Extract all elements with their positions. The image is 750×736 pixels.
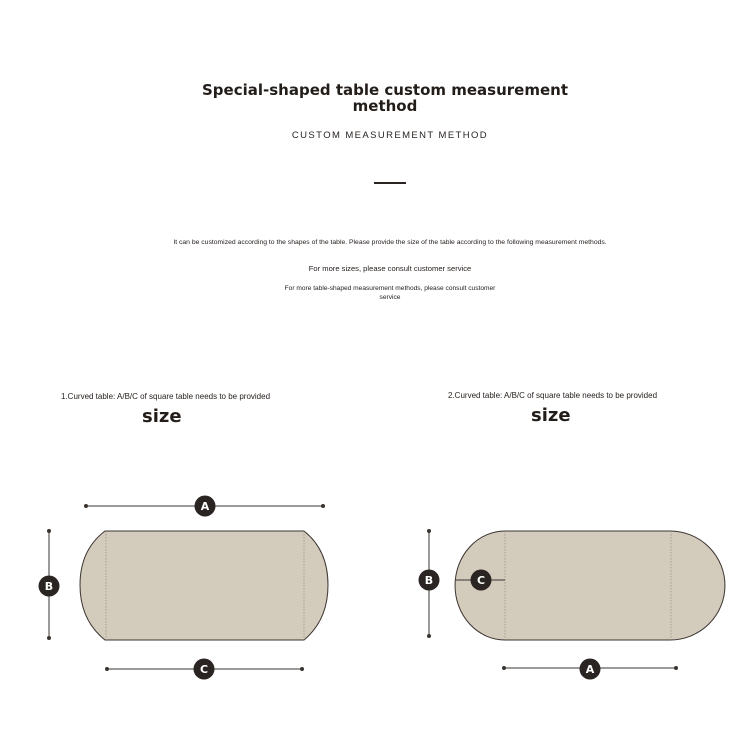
page-title: Special-shaped table custom measurement method: [202, 81, 568, 115]
diagram-1-dimension-b-end-top: [47, 529, 51, 533]
diagram-1: [39, 496, 329, 680]
diagram-1-dimension-b-end-bottom: [47, 636, 51, 640]
diagram-2: [419, 529, 725, 680]
diagram-2-caption: 2.Curved table: A/B/C of square table needs to be provided: [448, 391, 658, 400]
diagram-1-dimension-a-end-right: [321, 504, 325, 508]
description-line-2: For more sizes, please consult customer service: [308, 264, 472, 273]
diagram-1-size-word: size: [142, 406, 182, 427]
diagram-2-dimension-a-end-right: [674, 666, 678, 670]
diagram-2-table-shape: [455, 531, 725, 640]
diagram-1-dimension-c-end-left: [105, 667, 109, 671]
diagram-2-dimension-b-end-top: [427, 529, 431, 533]
diagram-2-badge-c-label: C: [476, 574, 486, 587]
description-line-1: It can be customized according to the shapes of the table. Please provide the size of the table according to the following measurement methods.: [173, 239, 607, 246]
diagram-1-table-shape: [80, 531, 328, 640]
diagram-1-dimension-c-end-right: [300, 667, 304, 671]
diagram-2-badge-b-label: B: [424, 574, 434, 587]
diagram-2-dimension-b-end-bottom: [427, 634, 431, 638]
page-subtitle: CUSTOM MEASUREMENT METHOD: [291, 130, 489, 141]
diagram-2-dimension-a-end-left: [502, 666, 506, 670]
diagram-1-badge-a-label: A: [200, 500, 210, 513]
diagram-1-badge-b-label: B: [44, 580, 54, 593]
diagram-2-size-word: size: [531, 405, 571, 426]
diagram-1-dimension-a-end-left: [84, 504, 88, 508]
diagram-1-caption: 1.Curved table: A/B/C of square table needs to be provided: [61, 392, 271, 401]
diagram-1-badge-c-label: C: [199, 663, 209, 676]
description-line-3: For more table-shaped measurement methods, please consult customer service: [284, 285, 496, 301]
diagram-2-badge-a-label: A: [585, 663, 595, 676]
